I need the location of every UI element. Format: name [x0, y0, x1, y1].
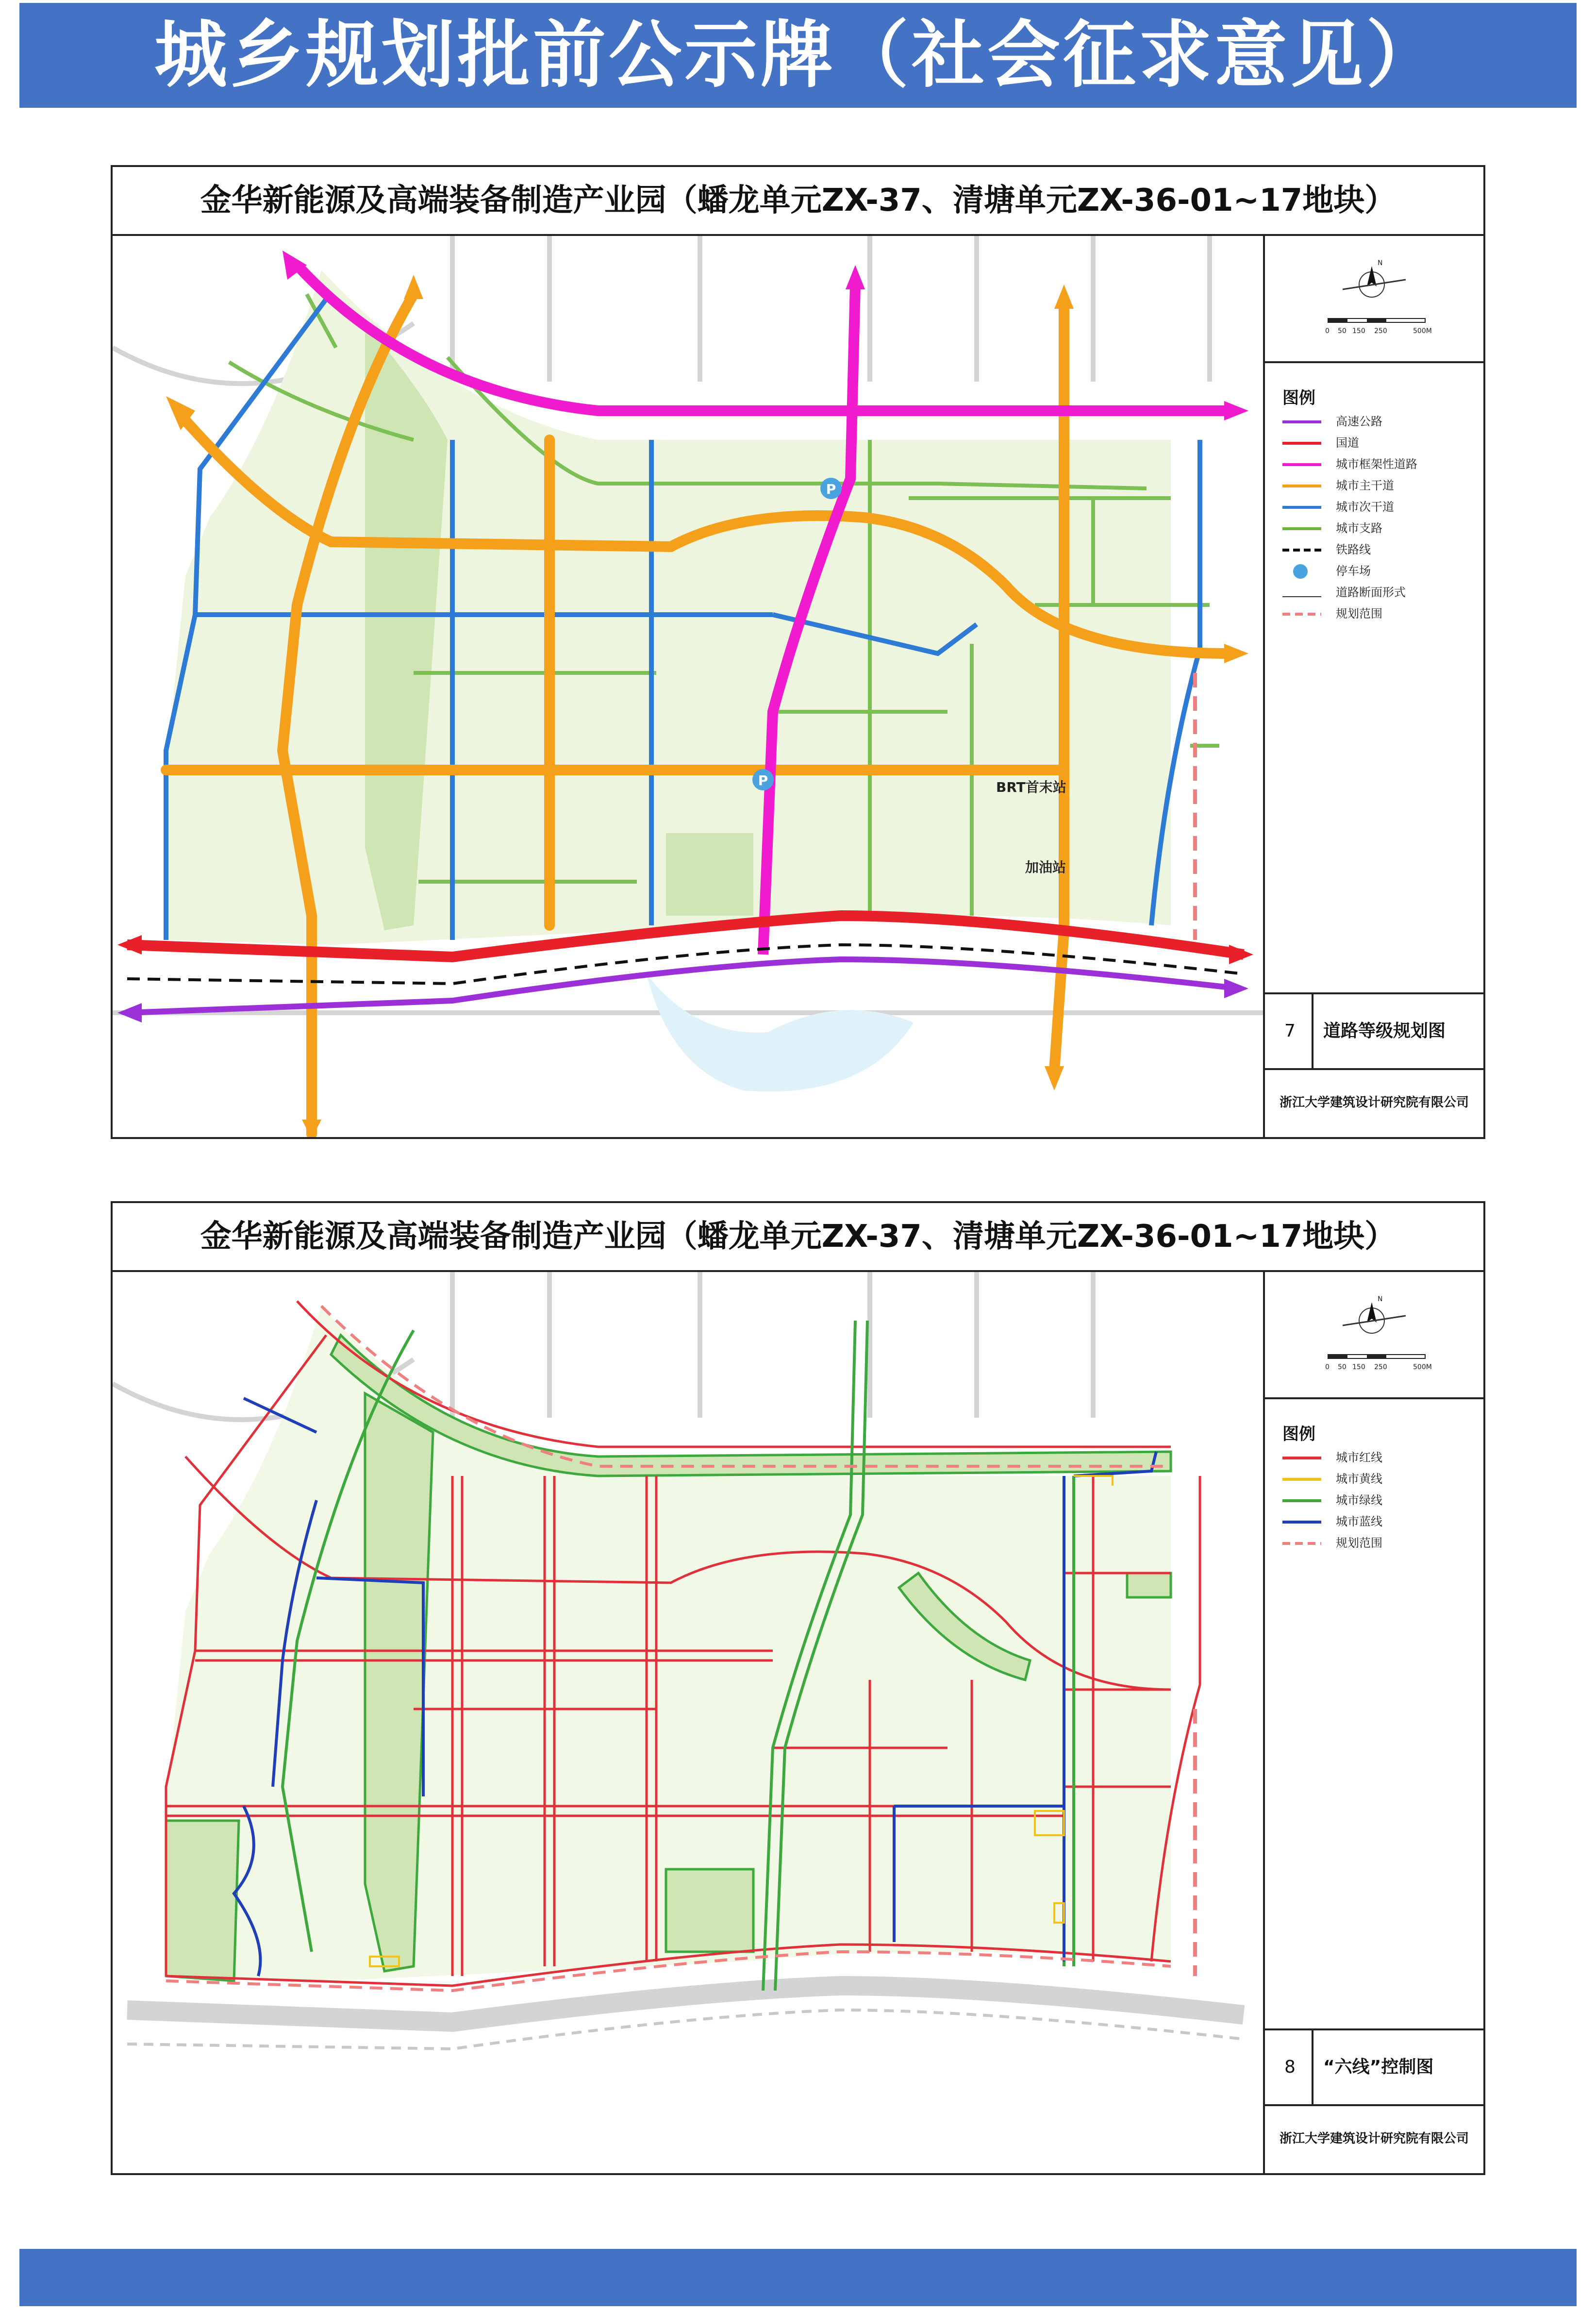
company-panel — [1265, 2106, 1483, 2171]
legend-label: 城市次干道 — [1336, 500, 1394, 514]
legend-swatch — [1282, 1457, 1321, 1459]
sheet-header — [113, 167, 1483, 236]
legend-swatch — [1282, 1478, 1321, 1481]
legend-item — [1282, 604, 1477, 623]
scale-label: 50 — [1338, 1363, 1347, 1371]
legend-label: 高速公路 — [1336, 415, 1382, 428]
sheet-title: 金华新能源及高端装备制造产业园（蟠龙单元ZX-37、清塘单元ZX-36-01~17地块） — [200, 183, 1396, 218]
legend-label: 国道 — [1336, 436, 1359, 450]
road-plan-svg — [113, 236, 1263, 1137]
compass-panel — [1265, 1272, 1483, 1399]
legend-title: 图例 — [1282, 388, 1315, 408]
scale-label: 500M — [1413, 327, 1432, 335]
sheet-sidebar — [1265, 1272, 1483, 2173]
legend-item — [1282, 583, 1477, 602]
company-name: 浙江大学建筑设计研究院有限公司 — [1279, 1095, 1469, 1110]
road-plan-map[interactable] — [113, 236, 1265, 1137]
legend-swatch — [1282, 527, 1321, 530]
legend-swatch — [1282, 485, 1321, 487]
scale-label: 250 — [1374, 1363, 1387, 1371]
legend-item — [1282, 1512, 1477, 1531]
scale-label: 0 — [1325, 327, 1330, 335]
legend-item — [1282, 519, 1477, 538]
legend-item — [1282, 561, 1477, 581]
scale-label: 250 — [1374, 327, 1387, 335]
legend-label: 城市框架性道路 — [1336, 457, 1417, 471]
section-legend-icon — [1282, 596, 1321, 597]
company-name: 浙江大学建筑设计研究院有限公司 — [1279, 2131, 1469, 2146]
legend-item — [1282, 540, 1477, 559]
divider — [1312, 2030, 1313, 2104]
legend-label: 铁路线 — [1336, 543, 1371, 556]
legend-label: 停车场 — [1336, 564, 1371, 578]
legend-title: 图例 — [1282, 1424, 1315, 1444]
legend-swatch — [1282, 506, 1321, 509]
legend-panel — [1265, 363, 1483, 994]
figure-name: “六线”控制图 — [1323, 2057, 1434, 2077]
legend-panel — [1265, 1399, 1483, 2030]
legend-swatch — [1282, 442, 1321, 445]
legend-item — [1282, 1448, 1477, 1467]
legend-swatch — [1282, 1521, 1321, 1524]
scale-label: 500M — [1413, 1363, 1432, 1371]
sheet-six-line-plan — [111, 1201, 1485, 2175]
legend-label: 城市主干道 — [1336, 479, 1394, 492]
gas-station-label: 加油站 — [1025, 859, 1066, 875]
divider — [1312, 994, 1313, 1068]
legend-label: 城市支路 — [1336, 521, 1382, 535]
legend-label: 城市黄线 — [1336, 1472, 1382, 1486]
brt-station-label: BRT首末站 — [996, 779, 1066, 795]
top-banner — [19, 3, 1577, 108]
legend-swatch — [1282, 420, 1321, 423]
legend-swatch — [1282, 463, 1321, 466]
legend-item — [1282, 1469, 1477, 1489]
legend-swatch — [1282, 613, 1321, 616]
legend-item — [1282, 433, 1477, 452]
legend-item — [1282, 454, 1477, 474]
legend-item — [1282, 412, 1477, 431]
figure-number: 7 — [1284, 1021, 1296, 1041]
legend-item — [1282, 476, 1477, 495]
legend-label: 规划范围 — [1336, 1536, 1382, 1550]
legend-label: 城市绿线 — [1336, 1493, 1382, 1507]
six-line-svg — [113, 1272, 1263, 2173]
figure-number: 8 — [1284, 2057, 1296, 2077]
bottom-banner — [19, 2249, 1577, 2306]
compass-panel — [1265, 236, 1483, 363]
north-label: N — [1378, 259, 1383, 267]
figure-number-panel — [1265, 994, 1483, 1070]
north-label: N — [1378, 1295, 1383, 1303]
legend-item — [1282, 1491, 1477, 1510]
sheet-header — [113, 1203, 1483, 1272]
legend-label: 城市蓝线 — [1336, 1515, 1382, 1528]
north-arrow-icon — [1265, 1272, 1483, 1399]
sheet-title: 金华新能源及高端装备制造产业园（蟠龙单元ZX-37、清塘单元ZX-36-01~17地块） — [200, 1219, 1396, 1255]
banner-title: 城乡规划批前公示牌（社会征求意见） — [154, 13, 1442, 98]
legend-swatch — [1282, 1499, 1321, 1502]
legend-label: 道路断面形式 — [1336, 586, 1406, 599]
sheet-road-plan — [111, 165, 1485, 1139]
legend-label: 规划范围 — [1336, 607, 1382, 620]
scale-label: 0 — [1325, 1363, 1330, 1371]
legend-label: 城市红线 — [1336, 1451, 1382, 1464]
figure-number-panel — [1265, 2030, 1483, 2106]
sheet-sidebar — [1265, 236, 1483, 1137]
scale-label: 50 — [1338, 327, 1347, 335]
scale-label: 150 — [1352, 327, 1365, 335]
parking-icon: P — [826, 481, 836, 497]
company-panel — [1265, 1070, 1483, 1135]
parking-legend-icon — [1293, 564, 1308, 579]
north-arrow-icon — [1265, 236, 1483, 363]
parking-icon: P — [758, 772, 768, 788]
legend-swatch — [1282, 1542, 1321, 1545]
figure-name: 道路等级规划图 — [1323, 1021, 1446, 1041]
legend-swatch — [1282, 549, 1321, 552]
scale-label: 150 — [1352, 1363, 1365, 1371]
six-line-map[interactable] — [113, 1272, 1265, 2173]
legend-item — [1282, 1533, 1477, 1553]
legend-item — [1282, 497, 1477, 517]
